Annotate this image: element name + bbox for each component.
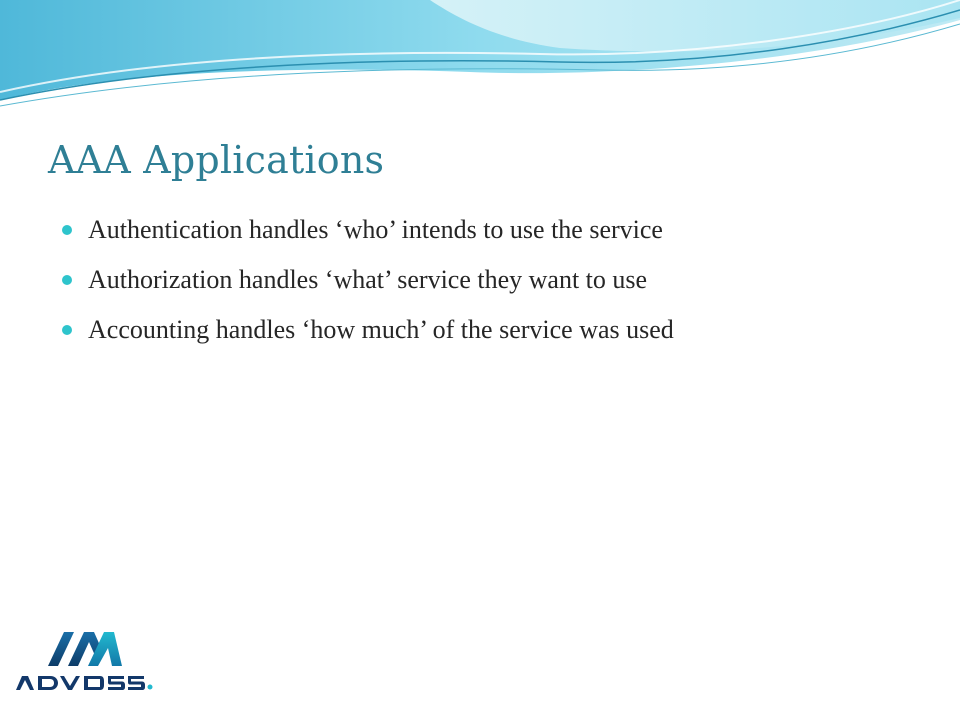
bullet-authentication xyxy=(60,210,674,260)
bullet-text: Authorization handles ‘what’ service they want to use xyxy=(88,265,648,294)
header-wave-decoration xyxy=(0,0,960,120)
bullet-dot-icon xyxy=(62,225,72,235)
bullet-authorization xyxy=(60,260,674,310)
bullet-dot-icon xyxy=(62,325,72,335)
advoss-logo-icon xyxy=(10,620,160,710)
bullet-text: Accounting handles ‘how much’ of the service was used xyxy=(88,315,674,344)
bullet-list xyxy=(60,210,674,360)
bullet-text: Authentication handles ‘who’ intends to use the service xyxy=(88,215,663,244)
bullet-dot-icon xyxy=(62,275,72,285)
slide-title: AAA Applications xyxy=(48,138,385,182)
bullet-accounting xyxy=(60,310,674,360)
